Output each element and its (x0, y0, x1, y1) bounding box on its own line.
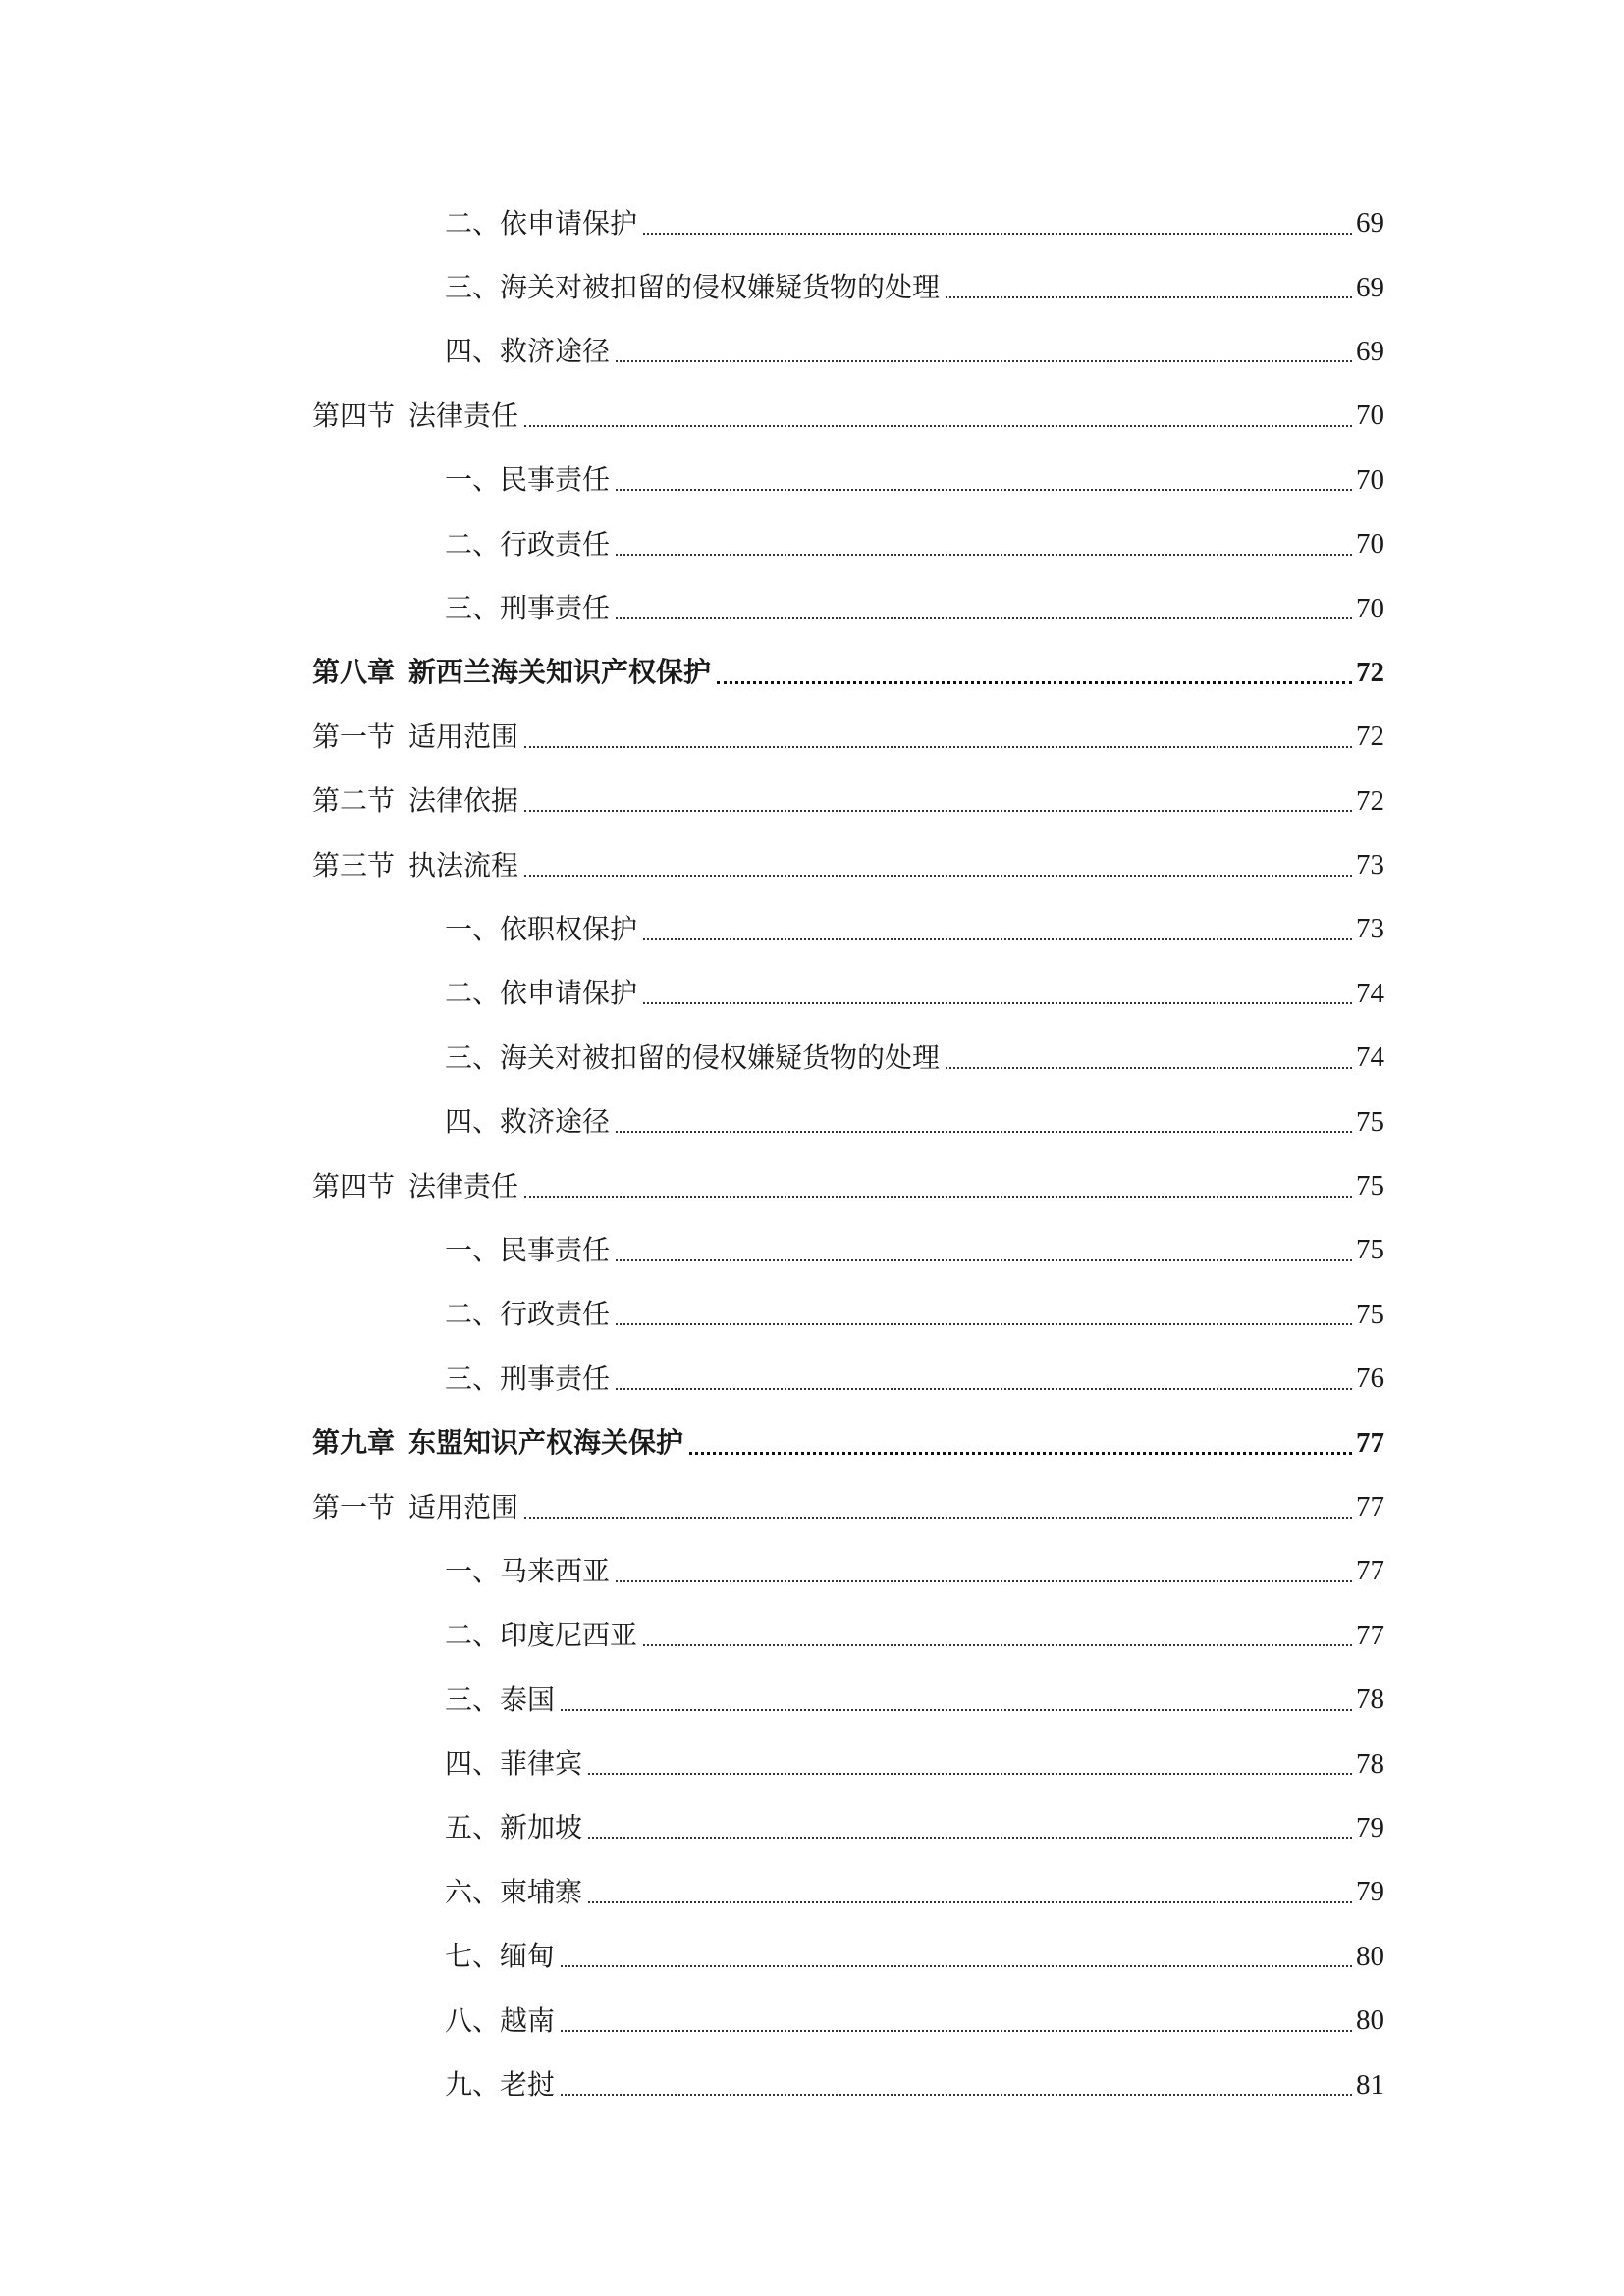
toc-page-number: 75 (1356, 1170, 1384, 1202)
toc-dot-leader (616, 360, 1352, 362)
toc-page-number: 77 (1356, 1426, 1384, 1459)
toc-entry-title: 七、缅甸 (445, 1940, 556, 1973)
toc-dot-leader (643, 938, 1352, 940)
toc-entry-number: 第九章 (312, 1426, 396, 1460)
toc-page-number: 77 (1356, 1491, 1384, 1522)
toc-dot-leader (561, 1709, 1352, 1711)
toc-dot-leader (689, 1452, 1352, 1455)
toc-page-number: 78 (1356, 1683, 1384, 1716)
toc-page-number: 69 (1356, 335, 1384, 367)
toc-subsection-entry[interactable] (0, 1668, 1624, 1732)
toc-subsection-entry[interactable] (0, 1283, 1624, 1347)
toc-subsection-entry[interactable] (0, 576, 1624, 640)
toc-entry-title: 三、海关对被扣留的侵权嫌疑货物的处理 (445, 1041, 941, 1074)
toc-entry-title: 法律责任 (408, 399, 519, 432)
toc-page-number: 77 (1356, 1555, 1384, 1587)
toc-page-number: 75 (1356, 1105, 1384, 1138)
toc-page-number: 74 (1356, 977, 1384, 1009)
toc-dot-leader (616, 1580, 1352, 1582)
toc-dot-leader (946, 1067, 1352, 1069)
toc-page-number: 69 (1356, 271, 1384, 303)
toc-entry-title: 适用范围 (408, 1490, 519, 1523)
toc-dot-leader (561, 2094, 1352, 2096)
toc-entry-title: 五、新加坡 (445, 1811, 583, 1844)
toc-page-number: 70 (1356, 463, 1384, 496)
toc-page-number: 73 (1356, 849, 1384, 881)
toc-entry-title: 六、柬埔寨 (445, 1875, 583, 1908)
toc-section-entry[interactable] (0, 770, 1624, 833)
toc-page-number: 74 (1356, 1041, 1384, 1074)
toc-entry-title: 新西兰海关知识产权保护 (408, 656, 712, 689)
toc-entry-title: 一、依职权保护 (445, 912, 638, 945)
toc-page-number: 77 (1356, 1619, 1384, 1651)
toc-entry-title: 法律责任 (408, 1169, 519, 1202)
toc-entry-title: 法律依据 (408, 784, 519, 818)
toc-subsection-entry[interactable] (0, 2053, 1624, 2116)
toc-entry-title: 四、救济途径 (445, 335, 611, 368)
toc-subsection-entry[interactable] (0, 1347, 1624, 1411)
toc-entry-number: 第四节 (312, 399, 396, 432)
toc-chapter-entry[interactable] (0, 1411, 1624, 1474)
toc-dot-leader (643, 233, 1352, 235)
toc-subsection-entry[interactable] (0, 512, 1624, 576)
toc-section-entry[interactable] (0, 1154, 1624, 1218)
toc-dot-leader (561, 2030, 1352, 2032)
toc-page-number: 81 (1356, 2068, 1384, 2101)
toc-dot-leader (524, 746, 1352, 748)
toc-entry-number: 第一节 (312, 720, 396, 753)
toc-entry-title: 八、越南 (445, 2003, 556, 2037)
toc-entry-title: 适用范围 (408, 720, 519, 753)
toc-entry-title: 二、依申请保护 (445, 206, 638, 240)
toc-page-number: 72 (1356, 784, 1384, 817)
toc-entry-title: 二、印度尼西亚 (445, 1619, 638, 1652)
toc-entry-title: 一、民事责任 (445, 463, 611, 497)
toc-dot-leader (524, 875, 1352, 877)
toc-entry-title: 二、行政责任 (445, 527, 611, 561)
toc-entry-number: 第二节 (312, 784, 396, 818)
toc-section-entry[interactable] (0, 705, 1624, 769)
toc-subsection-entry[interactable] (0, 1090, 1624, 1153)
toc-page-number: 79 (1356, 1811, 1384, 1843)
toc-dot-leader (616, 489, 1352, 491)
toc-dot-leader (524, 425, 1352, 427)
toc-page-number: 78 (1356, 1747, 1384, 1780)
toc-page-number: 79 (1356, 1876, 1384, 1908)
toc-entry-number: 第八章 (312, 656, 396, 689)
toc-entry-title: 九、老挝 (445, 2068, 556, 2102)
toc-subsection-entry[interactable] (0, 897, 1624, 961)
toc-dot-leader (524, 1196, 1352, 1198)
toc-page-number: 72 (1356, 656, 1384, 688)
toc-subsection-entry[interactable] (0, 1860, 1624, 1924)
toc-page-number: 69 (1356, 207, 1384, 240)
toc-entry-title: 二、依申请保护 (445, 977, 638, 1010)
toc-entry-title: 东盟知识产权海关保护 (408, 1426, 684, 1460)
toc-entry-title: 四、菲律宾 (445, 1747, 583, 1781)
toc-entry-title: 二、行政责任 (445, 1298, 611, 1331)
table-of-contents (0, 191, 1624, 2117)
toc-subsection-entry[interactable] (0, 1218, 1624, 1282)
toc-subsection-entry[interactable] (0, 962, 1624, 1026)
toc-page-number: 70 (1356, 592, 1384, 624)
toc-entry-title: 一、民事责任 (445, 1233, 611, 1266)
toc-dot-leader (643, 1002, 1352, 1004)
toc-subsection-entry[interactable] (0, 1796, 1624, 1860)
toc-entry-title: 四、救济途径 (445, 1105, 611, 1139)
toc-dot-leader (561, 1965, 1352, 1967)
toc-dot-leader (616, 1323, 1352, 1325)
toc-entry-number: 第一节 (312, 1490, 396, 1523)
toc-dot-leader (717, 681, 1352, 684)
toc-subsection-entry[interactable] (0, 1539, 1624, 1603)
toc-page-number: 75 (1356, 1298, 1384, 1330)
toc-entry-title: 执法流程 (408, 848, 519, 881)
toc-dot-leader (588, 1837, 1352, 1839)
toc-dot-leader (524, 1517, 1352, 1519)
toc-page-number: 75 (1356, 1234, 1384, 1266)
toc-dot-leader (616, 617, 1352, 619)
toc-subsection-entry[interactable] (0, 320, 1624, 384)
toc-subsection-entry[interactable] (0, 1604, 1624, 1668)
toc-page-number: 73 (1356, 913, 1384, 945)
toc-dot-leader (946, 296, 1352, 298)
toc-section-entry[interactable] (0, 1475, 1624, 1539)
toc-page-number: 70 (1356, 528, 1384, 561)
toc-subsection-entry[interactable] (0, 449, 1624, 512)
toc-dot-leader (616, 1388, 1352, 1390)
toc-dot-leader (588, 1901, 1352, 1903)
toc-entry-number: 第四节 (312, 1169, 396, 1202)
toc-section-entry[interactable] (0, 833, 1624, 897)
toc-page-number: 80 (1356, 1940, 1384, 1972)
toc-chapter-entry[interactable] (0, 641, 1624, 705)
toc-entry-title: 三、刑事责任 (445, 592, 611, 625)
toc-entry-title: 一、马来西亚 (445, 1554, 611, 1587)
toc-dot-leader (643, 1644, 1352, 1646)
toc-subsection-entry[interactable] (0, 1732, 1624, 1795)
toc-subsection-entry[interactable] (0, 255, 1624, 319)
toc-section-entry[interactable] (0, 384, 1624, 448)
toc-dot-leader (616, 1259, 1352, 1261)
toc-entry-title: 三、刑事责任 (445, 1362, 611, 1395)
toc-dot-leader (524, 810, 1352, 812)
toc-page-number: 76 (1356, 1362, 1384, 1395)
toc-page-number: 72 (1356, 721, 1384, 753)
toc-entry-title: 三、泰国 (445, 1682, 556, 1716)
toc-dot-leader (616, 554, 1352, 556)
toc-subsection-entry[interactable] (0, 1989, 1624, 2053)
toc-dot-leader (588, 1773, 1352, 1775)
toc-page-number: 70 (1356, 400, 1384, 432)
toc-dot-leader (616, 1131, 1352, 1133)
toc-subsection-entry[interactable] (0, 191, 1624, 255)
toc-page-number: 80 (1356, 2004, 1384, 2037)
toc-subsection-entry[interactable] (0, 1925, 1624, 1989)
toc-subsection-entry[interactable] (0, 1026, 1624, 1090)
toc-entry-number: 第三节 (312, 848, 396, 881)
toc-entry-title: 三、海关对被扣留的侵权嫌疑货物的处理 (445, 271, 941, 304)
